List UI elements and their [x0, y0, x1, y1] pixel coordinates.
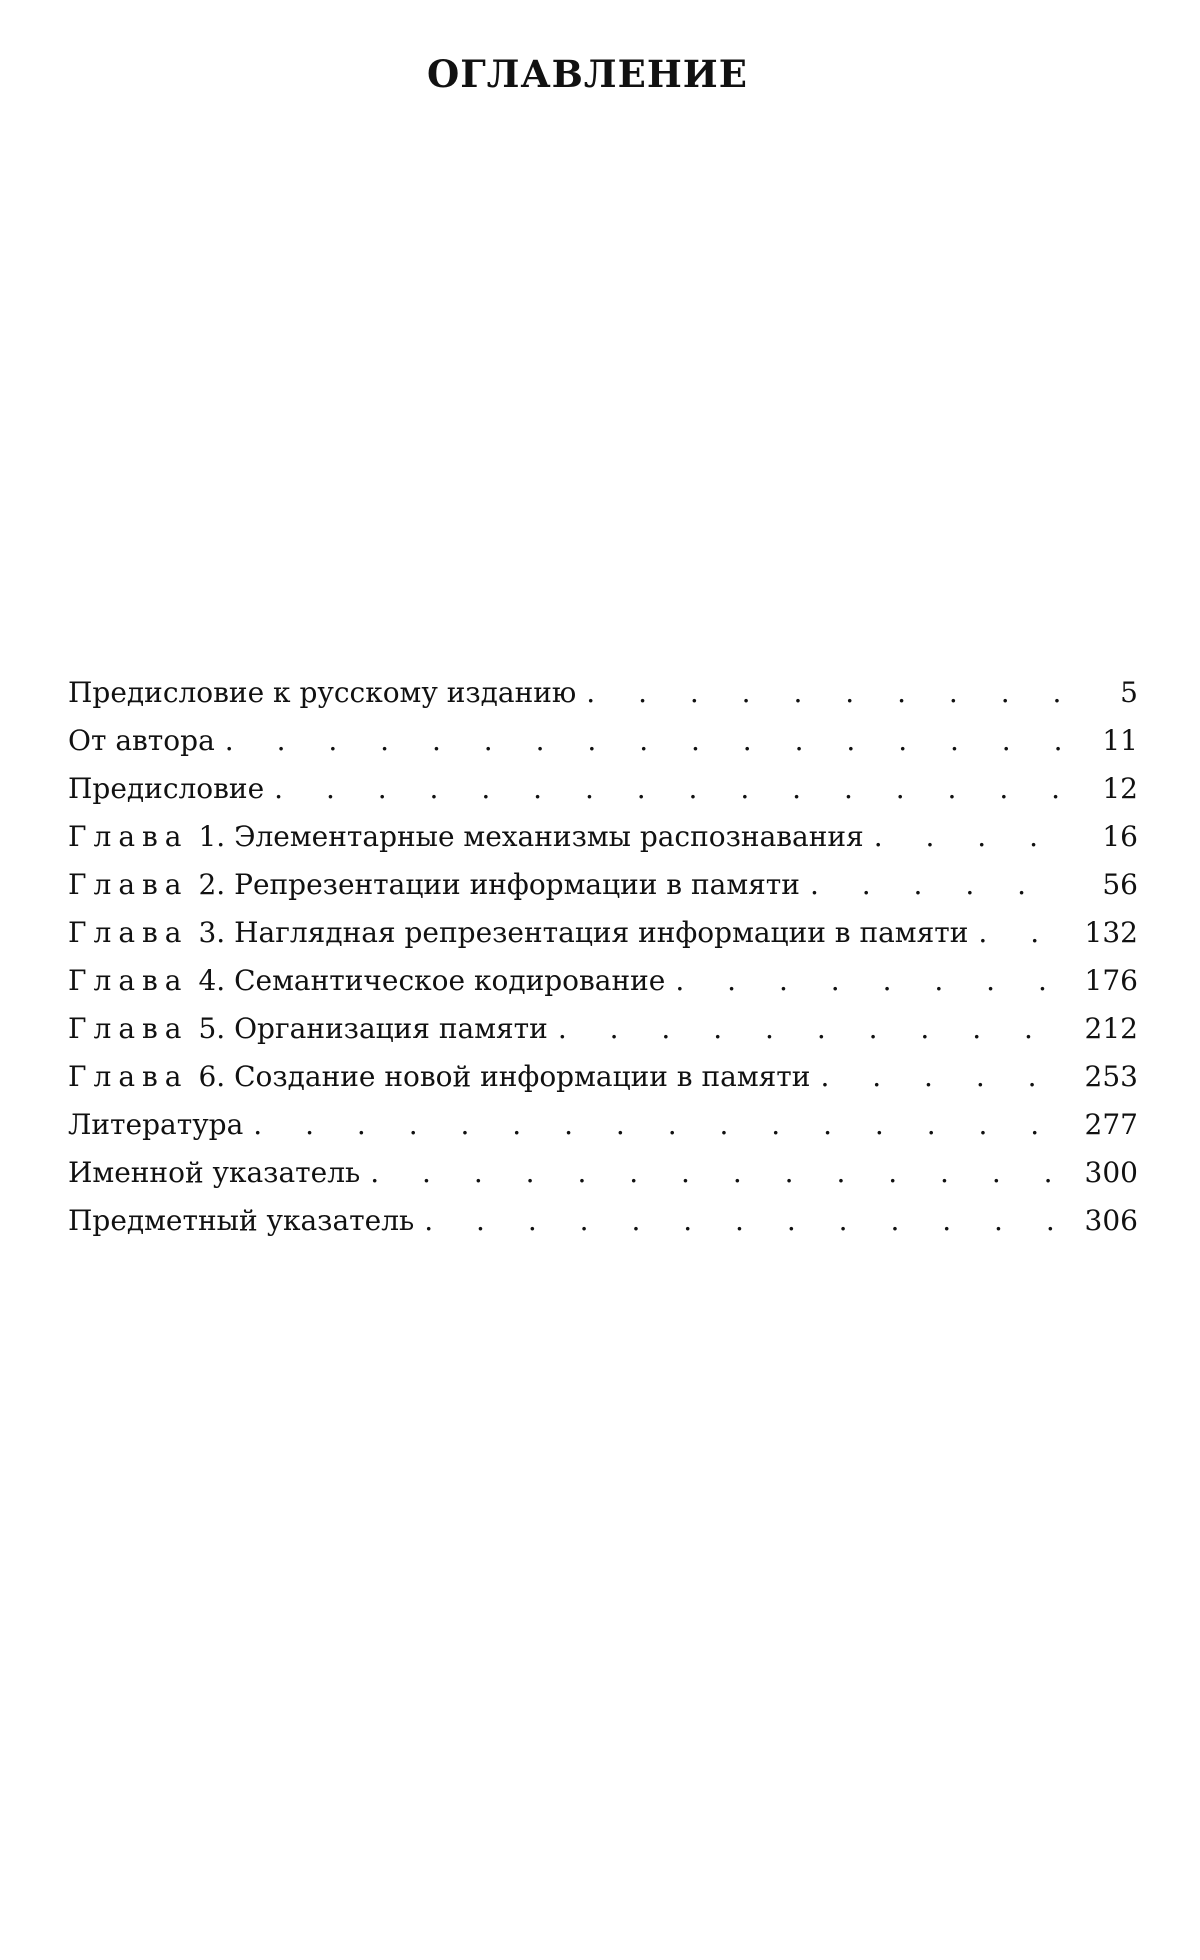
entry-title [68, 820, 864, 853]
chapter-label: Глава [68, 964, 189, 997]
page-title: ОГЛАВЛЕНИЕ [427, 52, 748, 96]
dot-leader [810, 868, 1064, 901]
chapter-title: 6. Создание новой информации в памяти [198, 1060, 811, 1093]
dot-leader [274, 772, 1064, 805]
dot-leader [978, 916, 1064, 949]
chapter-title: 4. Семантическое кодирование [198, 964, 666, 997]
page-number: 5 [1120, 676, 1138, 709]
dot-leader [558, 1012, 1064, 1045]
dot-leader [370, 1156, 1064, 1189]
table-of-contents [68, 676, 1138, 1252]
toc-entry-references[interactable] [68, 1108, 1138, 1156]
page-number: 306 [1084, 1204, 1138, 1237]
entry-title [68, 1060, 810, 1093]
toc-entry-preface[interactable] [68, 772, 1138, 820]
entry-title: От автора [68, 724, 215, 757]
page-number: 212 [1084, 1012, 1138, 1045]
entry-title: Литература [68, 1108, 244, 1141]
page-number: 12 [1102, 772, 1138, 805]
chapter-title: 3. Наглядная репрезентация информации в памяти [198, 916, 969, 949]
toc-entry-chapter-4[interactable] [68, 964, 1138, 1012]
entry-title: Предисловие [68, 772, 265, 805]
chapter-label: Глава [68, 916, 189, 949]
toc-entry-name-index[interactable] [68, 1156, 1138, 1204]
toc-entry-chapter-3[interactable] [68, 916, 1138, 964]
toc-entry-chapter-1[interactable] [68, 820, 1138, 868]
chapter-label: Глава [68, 820, 189, 853]
dot-leader [586, 676, 1064, 709]
toc-entry-from-author[interactable] [68, 724, 1138, 772]
chapter-title: 1. Элементарные механизмы распознавания [198, 820, 864, 853]
toc-entry-chapter-6[interactable] [68, 1060, 1138, 1108]
dot-leader [675, 964, 1064, 997]
chapter-title: 5. Организация памяти [198, 1012, 548, 1045]
entry-title [68, 916, 968, 949]
dot-leader [820, 1060, 1064, 1093]
toc-entry-chapter-5[interactable] [68, 1012, 1138, 1060]
chapter-label: Глава [68, 1060, 189, 1093]
page-number: 277 [1084, 1108, 1138, 1141]
dot-leader [253, 1108, 1064, 1141]
dot-leader [225, 724, 1064, 757]
chapter-title: 2. Репрезентации информации в памяти [198, 868, 800, 901]
page-number: 176 [1084, 964, 1138, 997]
page-number: 11 [1102, 724, 1138, 757]
page-number: 253 [1084, 1060, 1138, 1093]
page-number: 16 [1102, 820, 1138, 853]
page-number: 132 [1084, 916, 1138, 949]
dot-leader [424, 1204, 1064, 1237]
entry-title: Именной указатель [68, 1156, 361, 1189]
toc-entry-preface-russian[interactable] [68, 676, 1138, 724]
entry-title [68, 868, 800, 901]
page-number: 300 [1084, 1156, 1138, 1189]
page-number: 56 [1102, 868, 1138, 901]
entry-title [68, 964, 665, 997]
dot-leader [874, 820, 1064, 853]
entry-title: Предисловие к русскому изданию [68, 676, 577, 709]
chapter-label: Глава [68, 868, 189, 901]
chapter-label: Глава [68, 1012, 189, 1045]
toc-entry-subject-index[interactable] [68, 1204, 1138, 1252]
entry-title: Предметный указатель [68, 1204, 415, 1237]
toc-entry-chapter-2[interactable] [68, 868, 1138, 916]
entry-title [68, 1012, 548, 1045]
